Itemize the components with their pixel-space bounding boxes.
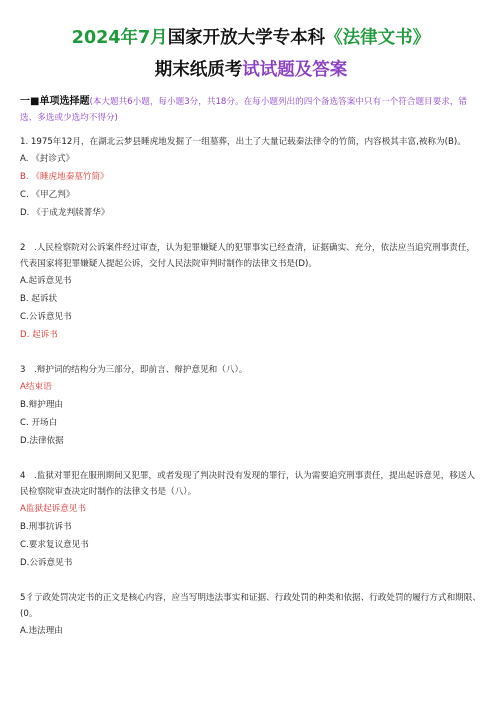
option: B.刑事抗诉书: [20, 521, 72, 532]
question-stem: 3 .辩护词的结构分为三部分，即前言、辩护意见和（八）。: [20, 364, 248, 375]
title-course: 《法律文书》: [325, 28, 431, 48]
option: B. 起诉状: [20, 293, 58, 304]
question-stem: 5彳亍政处罚决定书的正文是核心内容，应当写明违法事实和证据、行政处罚的种类和依据、行政处罚的履行方式和期限、(0。: [20, 592, 481, 619]
question-stem: 4 .监狱对罪犯在服刑期间又犯罪，或者发现了判决时没有发现的罪行，认为需要追究刑事责任，提出起诉意见，移送人民检察院审查决定时制作的法律文书是（八）。: [20, 470, 476, 497]
title-date: 2024年7月: [71, 28, 168, 48]
question-stem: 2 .人民检察院对公诉案件经过审查，认为犯罪嫌疑人的犯罪事实已经查清，证据确实、充分，依法应当追究刑事责任，代表国家将犯罪嫌疑人提起公诉，交付人民法院审判时制作的法律文书是(D)。: [20, 242, 476, 269]
question-3: [20, 362, 482, 450]
option-answer: A监狱起诉意见书: [20, 503, 87, 514]
option-answer: D. 起诉书: [20, 329, 58, 340]
section-note: (本大题共6小题，每小题3分，共18分。在每小题列出的四个备选答案中只有一个符合题目要求，错选、多选或少选均不得分): [20, 96, 468, 123]
question-stem: 1. 1975年12月，在湖北云梦县睡虎地发掘了一组墓葬，出土了大量记载秦法律令的竹简，内容极其丰富,被称为(B)。: [20, 136, 466, 147]
option: D.法律依据: [20, 435, 64, 446]
option: C.要求复议意见书: [20, 539, 89, 550]
question-2: [20, 240, 482, 344]
option-answer: B. 《睡虎地秦墓竹简》: [20, 171, 109, 182]
section-header: [20, 94, 482, 126]
question-1: [20, 134, 482, 222]
option: C. 《甲乙判》: [20, 189, 75, 200]
title-line-1: [20, 28, 482, 50]
question-4: [20, 468, 482, 572]
option: A.起诉意见书: [20, 275, 72, 286]
option: A.违法理由: [20, 625, 63, 636]
question-5: [20, 590, 482, 640]
option: C. 开场白: [20, 417, 58, 428]
option: C.公诉意见书: [20, 311, 72, 322]
title-exam-type: 期末纸质考: [154, 59, 243, 80]
section-heading: 一■单项选择题: [20, 95, 90, 107]
title-line-2: [20, 60, 482, 82]
option: B.辩护理由: [20, 399, 64, 410]
option: A. 《封诊式》: [20, 153, 75, 164]
document-title: [20, 28, 482, 82]
option: D.公诉意见书: [20, 557, 73, 568]
title-subtitle: 试试题及答案: [242, 59, 348, 80]
title-university: 国家开放大学专本科: [167, 28, 326, 48]
option: D. 《于成龙判牍菁华》: [20, 207, 110, 218]
option-answer: A结束语: [20, 381, 52, 392]
